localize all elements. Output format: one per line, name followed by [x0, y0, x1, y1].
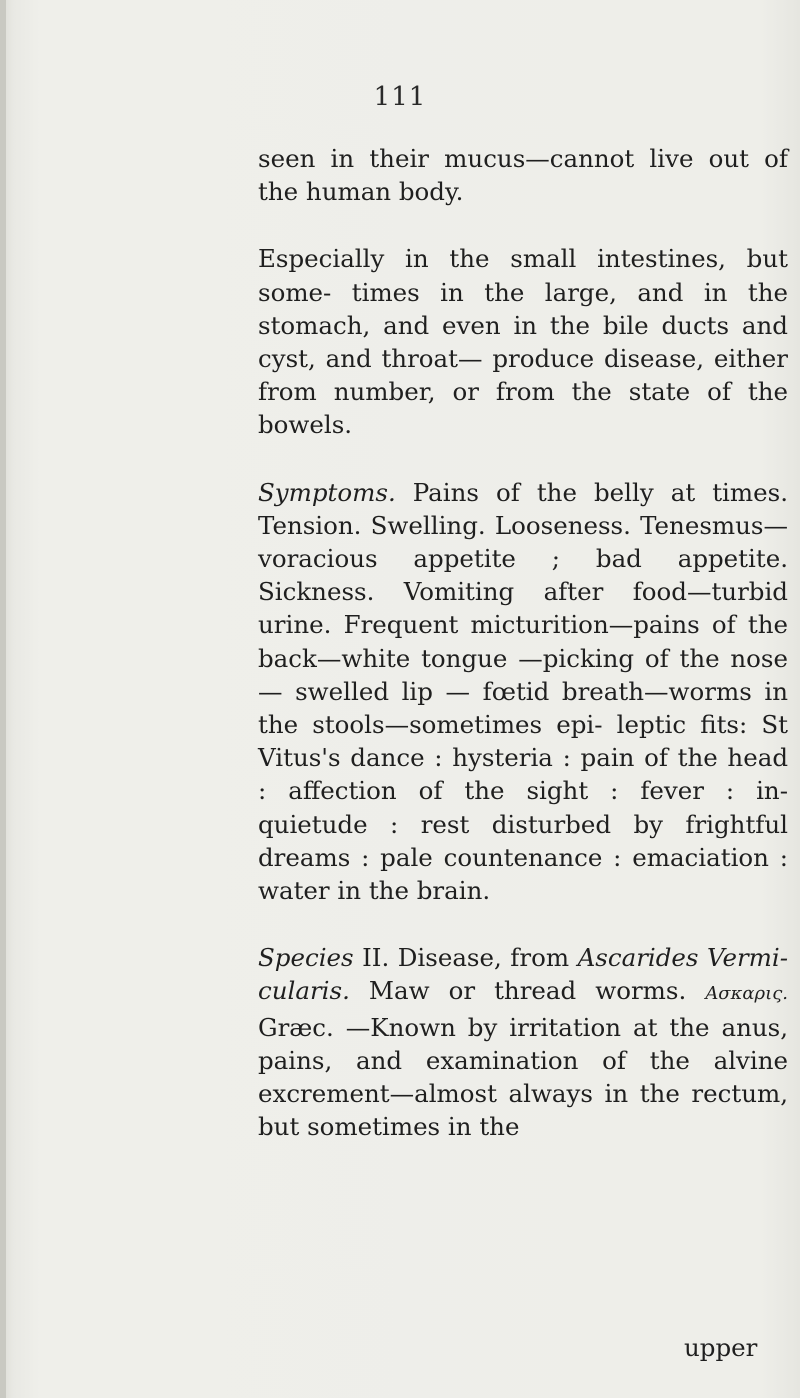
species-text-a: II. Disease, from [353, 943, 578, 973]
paragraph-species [258, 941, 788, 1143]
species-label: Species [258, 943, 354, 973]
catchword: upper [684, 1333, 758, 1362]
body-text [258, 142, 788, 1143]
species-greek-name: Ασκαρις. [705, 983, 788, 1005]
paragraph-2: Especially in the small intestines, but some- times in the large, and in the stomach, and even in the bile ducts and cyst, and throat— produce disease, either from number, or from the state of the bowels. [258, 244, 788, 440]
paragraph-1: seen in their mucus—cannot live out of the human body. [258, 144, 788, 207]
species-text-c: Græc. —Known by irritation at the anus, pains, and examination of the alvine excrement—almost always in the rectum, but sometimes in the [258, 1012, 788, 1142]
page-number: 111 [373, 82, 427, 112]
species-latin-name: Ascarides Vermi- cularis. [258, 943, 789, 1006]
symptoms-label: Symptoms. [258, 477, 396, 507]
symptoms-text: Pains of the belly at times. Tension. Swelling. Looseness. Tenesmus— voracious appetite ; bad appetite. Sickness. Vomiting after food—turbid urine. Frequent micturition—pains of the back—white tongue —picking of the nose — swelled lip — fœtid breath—worms in the stools—sometimes epi- leptic fits: St Vitus's dance : hysteria : pain of the head : affection of the sight : fever : in- quietude : rest disturbed by frightful dreams : pale countenance : emaciation : water in the brain. [258, 477, 788, 906]
species-text-b: Maw or thread worms. [349, 976, 706, 1006]
page-binding-edge [0, 0, 6, 1398]
paragraph-symptoms [258, 476, 788, 908]
